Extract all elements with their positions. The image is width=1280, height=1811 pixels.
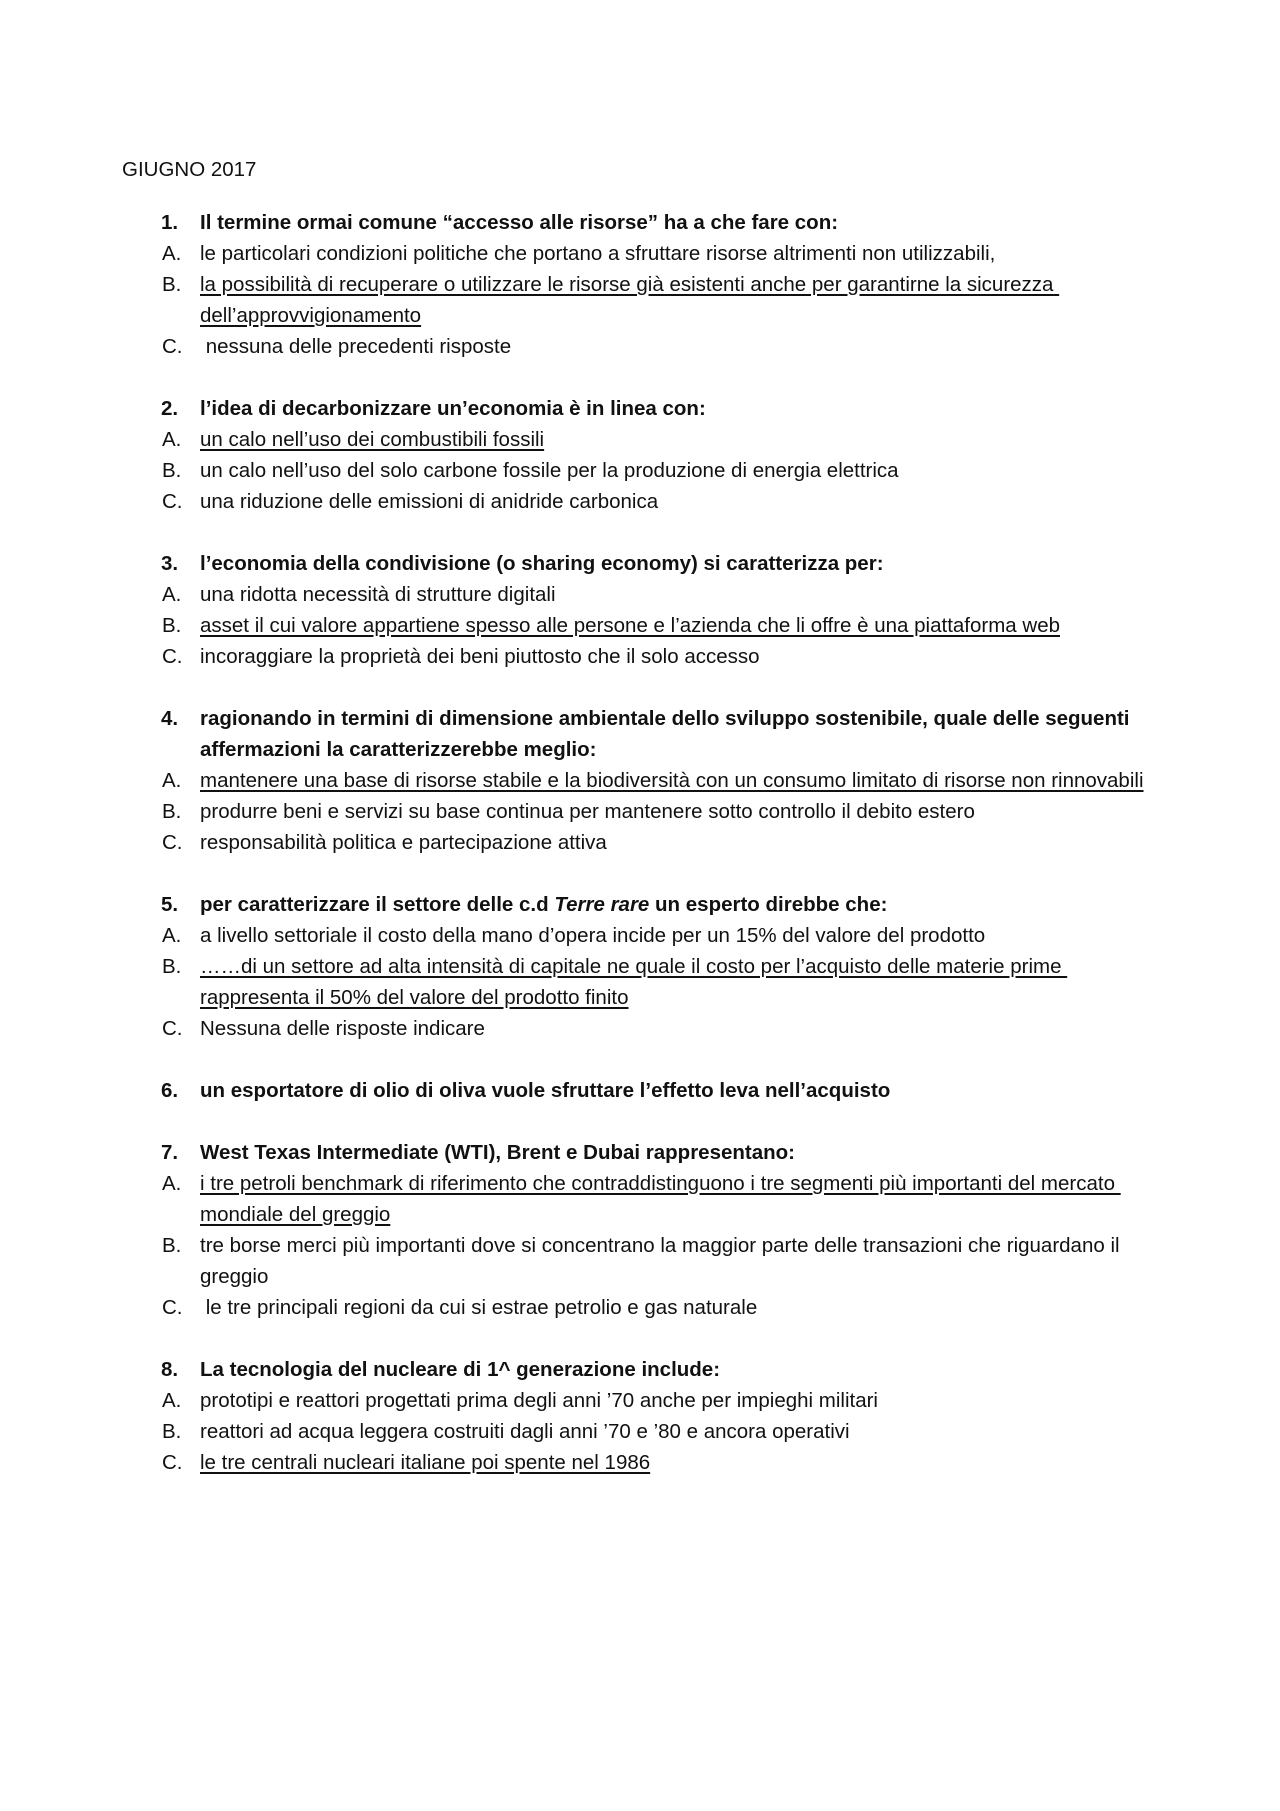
question-6 [0, 1075, 1280, 1106]
answer-text-underlined: la possibilità di recuperare o utilizzare le risorse già esistenti anche per garantirne la sicurezza dell’approvvigionamento [200, 273, 1060, 327]
answer-text: una riduzione delle emissioni di anidride carbonica [200, 490, 659, 513]
question-3 [0, 548, 1280, 672]
answer-letter: C. [162, 1451, 183, 1474]
answer-letter: C. [162, 335, 183, 358]
answer-option [0, 796, 1280, 827]
answer-option [0, 1168, 1280, 1230]
document-header: GIUGNO 2017 [122, 158, 257, 181]
question-text: West Texas Intermediate (WTI), Brent e Dubai rappresentano: [200, 1141, 796, 1164]
question-number: 1. [161, 211, 179, 234]
answer-option [0, 1447, 1280, 1478]
answer-option [0, 1385, 1280, 1416]
question-text-start: per caratterizzare il settore delle c.d [200, 893, 555, 916]
answer-letter: C. [162, 645, 183, 668]
question-row [0, 1075, 1280, 1106]
answer-option [0, 641, 1280, 672]
question-text [200, 893, 887, 916]
question-text: un esportatore di olio di oliva vuole sfruttare l’effetto leva nell’acquisto [200, 1079, 891, 1102]
question-1 [0, 207, 1280, 362]
answer-text: tre borse merci più importanti dove si concentrano la maggior parte delle transazioni che riguardano il greggio [200, 1234, 1126, 1288]
question-number: 3. [161, 552, 179, 575]
answer-letter: C. [162, 1296, 183, 1319]
answer-text: produrre beni e servizi su base continua per mantenere sotto controllo il debito estero [200, 800, 975, 823]
answer-letter: B. [162, 955, 182, 978]
answer-letter: A. [162, 1172, 182, 1195]
answer-letter: B. [162, 614, 182, 637]
answer-option [0, 238, 1280, 269]
question-number: 5. [161, 893, 179, 916]
question-text: l’idea di decarbonizzare un’economia è in linea con: [200, 397, 706, 420]
answer-option [0, 951, 1280, 1013]
question-row [0, 1354, 1280, 1385]
question-text: Il termine ormai comune “accesso alle risorse” ha a che fare con: [200, 211, 839, 234]
answer-letter: B. [162, 273, 182, 296]
answer-text-underlined: un calo nell’uso dei combustibili fossili [200, 428, 545, 451]
answer-text-underlined: mantenere una base di risorse stabile e la biodiversità con un consumo limitato di risorse non rinnovabili [200, 769, 1144, 792]
question-list [0, 207, 1280, 1509]
question-row [0, 703, 1280, 765]
question-2 [0, 393, 1280, 517]
answer-text: Nessuna delle risposte indicare [200, 1017, 485, 1040]
answer-option [0, 486, 1280, 517]
answer-text-underlined: ……di un settore ad alta intensità di capitale ne quale il costo per l’acquisto delle materie prime rappresenta il 50% del valore del prodotto finito [200, 955, 1068, 1009]
answer-text: un calo nell’uso del solo carbone fossile per la produzione di energia elettrica [200, 459, 899, 482]
answer-option [0, 1416, 1280, 1447]
question-text: ragionando in termini di dimensione ambientale dello sviluppo sostenibile, quale delle seguenti affermazioni la caratterizzerebbe meglio: [200, 707, 1130, 761]
answer-text-underlined: le tre centrali nucleari italiane poi spente nel 1986 [200, 1451, 651, 1474]
answer-letter: B. [162, 459, 182, 482]
answer-letter: C. [162, 831, 183, 854]
question-row [0, 889, 1280, 920]
answer-letter: A. [162, 924, 182, 947]
question-number: 4. [161, 707, 179, 730]
answer-text-underlined: i tre petroli benchmark di riferimento che contraddistinguono i tre segmenti più importanti del mercato mondiale del greggio [200, 1172, 1121, 1226]
answer-option [0, 765, 1280, 796]
answer-option [0, 455, 1280, 486]
answer-option [0, 1013, 1280, 1044]
answer-text: prototipi e reattori progettati prima degli anni ’70 anche per impieghi militari [200, 1389, 878, 1412]
answer-option [0, 269, 1280, 331]
question-row [0, 548, 1280, 579]
answer-letter: B. [162, 1420, 182, 1443]
answer-option [0, 424, 1280, 455]
answer-letter: A. [162, 1389, 182, 1412]
answer-text: le tre principali regioni da cui si estrae petrolio e gas naturale [200, 1296, 758, 1319]
answer-letter: C. [162, 1017, 183, 1040]
answer-text: nessuna delle precedenti risposte [200, 335, 512, 358]
answer-option [0, 610, 1280, 641]
question-number: 7. [161, 1141, 179, 1164]
question-5 [0, 889, 1280, 1044]
question-number: 2. [161, 397, 179, 420]
question-text-italic: Terre rare [554, 893, 650, 916]
answer-text: le particolari condizioni politiche che portano a sfruttare risorse altrimenti non utilizzabili, [200, 242, 996, 265]
answer-text: a livello settoriale il costo della mano d’opera incide per un 15% del valore del prodotto [200, 924, 986, 947]
question-text-end: un esperto direbbe che: [649, 893, 888, 916]
question-row [0, 1137, 1280, 1168]
question-row [0, 393, 1280, 424]
answer-text: responsabilità politica e partecipazione attiva [200, 831, 607, 854]
answer-option [0, 827, 1280, 858]
question-7 [0, 1137, 1280, 1323]
question-row [0, 207, 1280, 238]
question-text: l’economia della condivisione (o sharing economy) si caratterizza per: [200, 552, 884, 575]
answer-option [0, 920, 1280, 951]
answer-option [0, 331, 1280, 362]
answer-text: incoraggiare la proprietà dei beni piuttosto che il solo accesso [200, 645, 760, 668]
question-number: 8. [161, 1358, 179, 1381]
question-text: La tecnologia del nucleare di 1^ generazione include: [200, 1358, 721, 1381]
answer-letter: A. [162, 242, 182, 265]
answer-letter: A. [162, 769, 182, 792]
answer-option [0, 1230, 1280, 1292]
answer-letter: B. [162, 800, 182, 823]
answer-letter: A. [162, 428, 182, 451]
answer-letter: B. [162, 1234, 182, 1257]
answer-letter: C. [162, 490, 183, 513]
answer-option [0, 1292, 1280, 1323]
answer-letter: A. [162, 583, 182, 606]
question-4 [0, 703, 1280, 858]
answer-text: reattori ad acqua leggera costruiti dagli anni ’70 e ’80 e ancora operativi [200, 1420, 850, 1443]
answer-option [0, 579, 1280, 610]
answer-text-underlined: asset il cui valore appartiene spesso alle persone e l’azienda che li offre è una piattaforma web [200, 614, 1060, 637]
question-number: 6. [161, 1079, 179, 1102]
answer-text: una ridotta necessità di strutture digitali [200, 583, 556, 606]
question-8 [0, 1354, 1280, 1478]
